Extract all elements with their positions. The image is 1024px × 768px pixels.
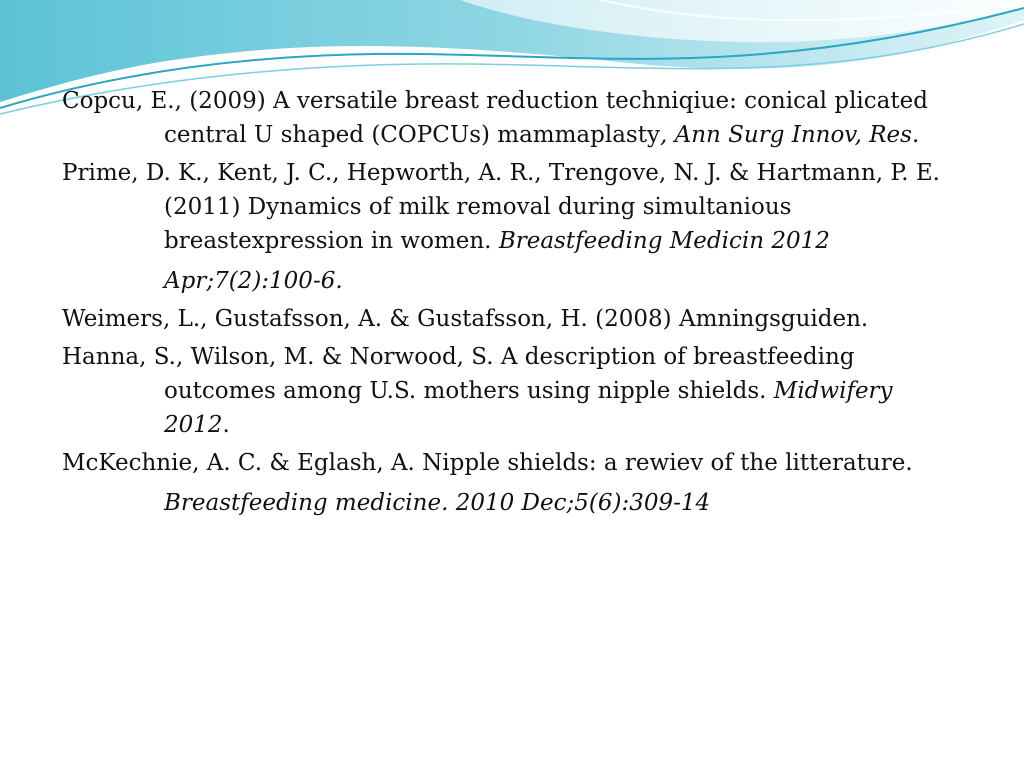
reference-item bbox=[62, 446, 962, 520]
reference-journal-detail: Breastfeeding medicine. 2010 Dec;5(6):309-14 bbox=[164, 490, 711, 516]
reference-tail: . bbox=[911, 122, 920, 148]
reference-journal: , Ann Surg Innov, Res bbox=[659, 122, 912, 148]
reference-item bbox=[62, 340, 962, 442]
reference-journal-detail: Apr;7(2):100-6. bbox=[164, 268, 343, 294]
reference-journal: Midwifery 2012 bbox=[164, 378, 893, 438]
reference-item bbox=[62, 84, 962, 152]
reference-tail: . bbox=[222, 412, 230, 438]
reference-text: Prime, D. K., Kent, J. C., Hepworth, A. R., Trengove, N. J. & Hartmann, P. E.(2011) Dynamics of milk removal during simultanious breastexpression in women. bbox=[62, 160, 940, 254]
reference-list bbox=[62, 84, 962, 524]
reference-text: Hanna, S., Wilson, M. & Norwood, S. A description of breastfeeding outcomes among U.S. mothers using nipple shields. bbox=[62, 344, 855, 404]
reference-item bbox=[62, 302, 962, 336]
reference-item bbox=[62, 156, 962, 298]
reference-text: Weimers, L., Gustafsson, A. & Gustafsson, H. (2008) Amningsguiden. bbox=[62, 306, 869, 332]
reference-text: Copcu, E., (2009) A versatile breast reduction techniqiue: conical plicated central U shaped (COPCUs) mammaplasty bbox=[62, 88, 928, 148]
reference-journal: Breastfeeding Medicin 2012 bbox=[498, 228, 830, 254]
reference-text: McKechnie, A. C. & Eglash, A. Nipple shields: a rewiev of the litterature. bbox=[62, 450, 913, 476]
